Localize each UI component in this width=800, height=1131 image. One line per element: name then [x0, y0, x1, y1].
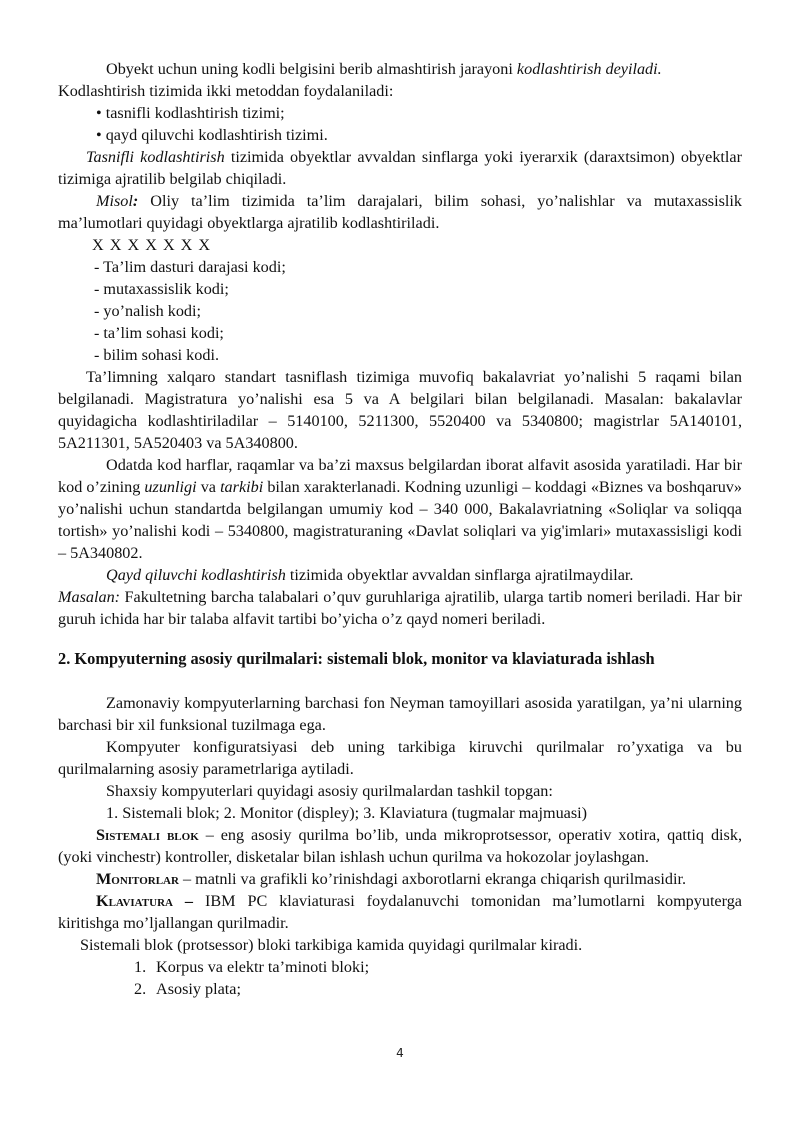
paragraph-registration-example — [58, 586, 742, 630]
emphasis: Tasnifli kodlashtirish — [86, 148, 225, 166]
text: IBM PC klaviaturasi foydalanuvchi tomonidan ma’lumotlarni kompyuterga kiritishga mo’ljallangan qurilmadir. — [58, 892, 742, 932]
dash-item: - mutaxassislik kodi; — [94, 280, 229, 298]
section-heading: 2. Kompyuterning asosiy qurilmalari: sistemali blok, monitor va klaviaturada ishlash — [58, 649, 655, 668]
text: Obyekt uchun uning kodli belgisini berib almashtirish jarayoni — [106, 60, 517, 78]
paragraph-von-neumann: Zamonaviy kompyuterlarning barchasi fon Neyman tamoyillari asosida yaratilgan, ya’ni ularning barchasi bir xil funksional tuzilmaga ega. — [58, 694, 742, 734]
dash-item: - bilim sohasi kodi. — [94, 346, 220, 364]
paragraph-methods-intro: Kodlashtirish tizimida ikki metoddan foydalaniladi: — [58, 82, 394, 100]
emphasis: tarkibi — [220, 478, 264, 496]
paragraph-components-intro: Shaxsiy kompyuterlari quyidagi asosiy qurilmalardan tashkil topgan: — [106, 782, 553, 800]
paragraph-example — [58, 190, 742, 234]
term: Klaviatura — [96, 892, 173, 910]
bullet-item: • tasnifli kodlashtirish tizimi; — [96, 104, 285, 122]
text: Fakultetning barcha talabalari o’quv guruhlariga ajratilib, ularga tartib nomeri beriladi. Har bir guruh ichida har bir talaba alfavit tartibi bo’yicha o’z qayd nomeri beriladi. — [58, 588, 742, 628]
item-text: Korpus va elektr ta’minoti bloki; — [156, 958, 370, 976]
term: Monitorlar — [96, 870, 179, 888]
paragraph-components-list: 1. Sistemali blok; 2. Monitor (displey); 3. Klaviatura (tugmalar majmuasi) — [106, 804, 588, 822]
emphasis: Masalan: — [58, 588, 121, 606]
document-page — [58, 58, 742, 1000]
emphasis: Qayd qiluvchi kodlashtirish — [106, 566, 286, 584]
paragraph-standard-classification: Ta’limning xalqaro standart tasniflash tizimiga muvofiq bakalavriat yo’nalishi 5 raqami bilan belgilanadi. Magistratura yo’nalishi esa 5 va A belgilari bilan belgilanadi. Masalan: bakalavlar quyidagicha kodlashtiriladilar – 5140100, 5211300, 5520400 va 5340800; magistrlar 5A140101, 5A211301, 5A520403 va 5A340800. — [58, 368, 742, 452]
page-number: 4 — [396, 1046, 404, 1060]
text: bilan xarakterlanadi. Kodning uzunligi – koddagi «Biznes va boshqaruv» yo’nalishi uchun standartda belgilangan umumiy kod – 340 000, Bakalavriatning «Soliqlar va soliqqa tortish» yo’nalishi kodi – 5340800, magistraturaning «Davlat soliqlari va yig'imlari» mutaxassisligi kodi – 5A340802. — [58, 478, 742, 562]
code-pattern: X X X X X X X — [92, 236, 212, 254]
paragraph-registration-coding — [58, 564, 742, 586]
bullet-item: • qayd qiluvchi kodlashtirish tizimi. — [96, 126, 328, 144]
dash-item: - ta’lim sohasi kodi; — [94, 324, 224, 342]
item-text: Asosiy plata; — [156, 980, 241, 998]
item-number: 1. — [134, 958, 147, 976]
numbered-item — [58, 956, 742, 978]
paragraph-configuration: Kompyuter konfiguratsiyasi deb uning tarkibiga kiruvchi qurilmalar ro’yxatiga va bu qurilmalarning asosiy parametrlariga aytiladi. — [58, 738, 742, 778]
text: Odatda kod harflar, raqamlar va ba’zi maxsus belgilardan iborat alfavit asosida yaratiladi. Har bir kod o’zining — [58, 456, 742, 496]
paragraph-keyboard — [58, 890, 742, 934]
emphasis-colon: : — [132, 192, 139, 210]
text: va — [196, 478, 221, 496]
paragraph-monitors — [58, 868, 742, 890]
emphasis: uzunligi — [144, 478, 197, 496]
text: tizimida obyektlar avvaldan sinflarga ajratilmaydilar. — [285, 566, 634, 584]
dash-item: - Ta’lim dasturi darajasi kodi; — [94, 258, 286, 276]
term: Sistemali blok — [96, 826, 199, 844]
paragraph-coding-definition — [58, 58, 742, 80]
text: Oliy ta’lim tizimida ta’lim darajalari, bilim sohasi, yo’nalishlar va mutaxassislik ma’lumotlari quyidagi obyektlarga ajratilib kodlashtiriladi. — [58, 192, 742, 232]
term-dash: – — [172, 892, 205, 910]
numbered-item — [58, 978, 742, 1000]
emphasis: kodlashtirish deyiladi. — [516, 60, 662, 78]
item-number: 2. — [134, 980, 147, 998]
paragraph-system-block — [58, 824, 742, 868]
dash-item: - yo’nalish kodi; — [94, 302, 202, 320]
text: – eng asosiy qurilma bo’lib, unda mikroprotsessor, operativ xotira, qattiq disk, (yoki vinchestr) kontroller, disketalar bilan ishlash uchun qurilma va hokozolar joylashgan. — [58, 826, 742, 866]
emphasis: Misol — [96, 192, 133, 210]
text: tizimida obyektlar avvaldan sinflarga yoki iyerarxik (daraxtsimon) obyektlar tizimiga ajratilib belgilab chiqiladi. — [58, 148, 742, 188]
paragraph-system-block-contents: Sistemali blok (protsessor) bloki tarkibiga kamida quyidagi qurilmalar kiradi. — [80, 936, 583, 954]
paragraph-code-structure — [58, 454, 742, 564]
paragraph-classified-coding — [58, 146, 742, 190]
text: – matnli va grafikli ko’rinishdagi axborotlarni ekranga chiqarish qurilmasidir. — [178, 870, 687, 888]
